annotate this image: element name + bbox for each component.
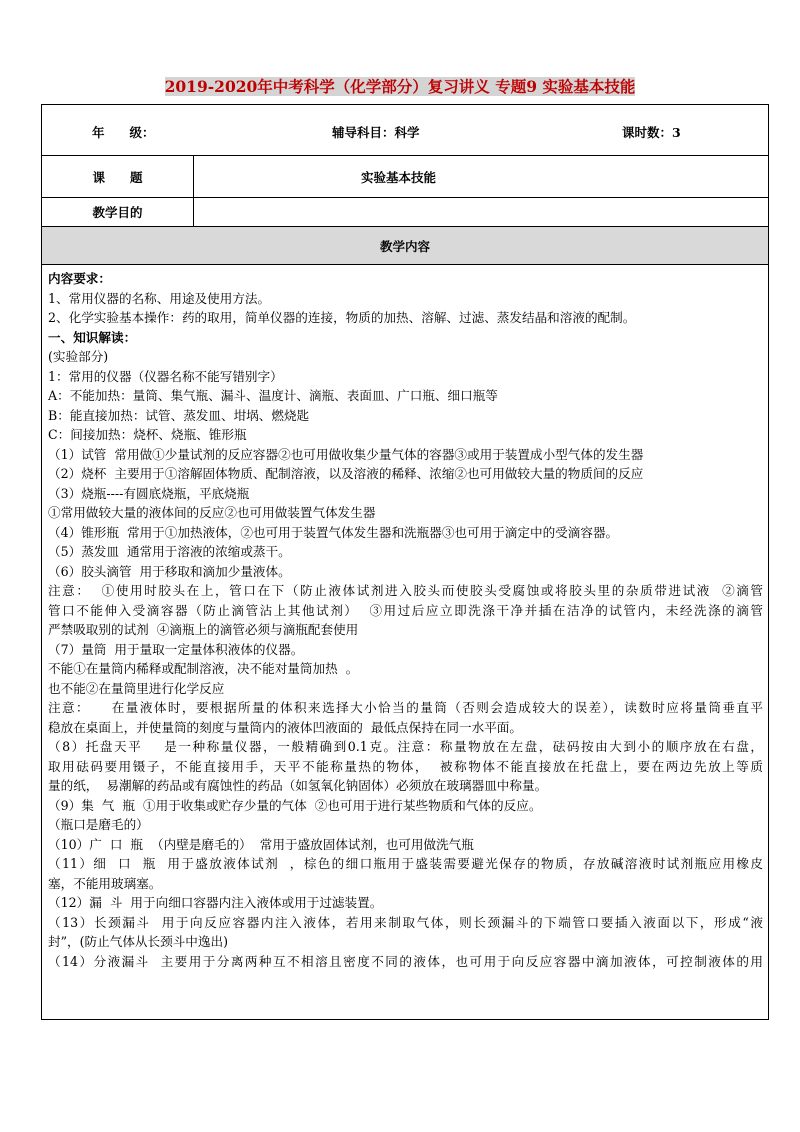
content-line: （12）漏 斗 用于向细口容器内注入液体或用于过滤装置。 xyxy=(48,895,383,910)
content-line: （6）胶头滴管 用于移取和滴加少量液体。 xyxy=(48,563,291,579)
content-line: 2、化学实验基本操作：药的取用，简单仪器的连接，物质的加热、溶解、过滤、蒸发结晶和溶液的配制。 xyxy=(48,310,636,325)
content-line: 管口不能伸入受滴容器（防止滴管沾上其他试剂） ③用过后应立即洗涤干净并插在洁净的试管内，未经洗涤的滴管 xyxy=(48,602,763,618)
topic-label: 课 题 xyxy=(42,156,194,198)
content-line: 注意： 在量液体时，要根据所量的体积来选择大小恰当的量筒（否则会造成较大的误差），读数时应将量筒垂直平 xyxy=(48,700,763,715)
content-line: 取用砝码要用镊子，不能直接用手，天平不能称量热的物体， 被称物体不能直接放在托盘上，要在两边先放上等质 xyxy=(48,758,763,774)
content-line: 不能①在量筒内稀释或配制溶液，决不能对量筒加热 。 xyxy=(48,661,359,676)
topic-value: 实验基本技能 xyxy=(194,156,769,198)
content-body xyxy=(42,265,769,1020)
lesson-info-row xyxy=(42,105,768,155)
content-line: C：间接加热：烧杯、烧瓶、锥形瓶 xyxy=(48,427,247,442)
goal-value xyxy=(194,198,769,227)
subject-field: 辅导科目：科学 xyxy=(332,125,420,140)
content-line: B：能直接加热：试管、蒸发皿、坩埚、燃烧匙 xyxy=(48,407,310,423)
content-line: 也不能②在量筒里进行化学反应 xyxy=(48,680,225,696)
content-line: A：不能加热：量筒、集气瓶、漏斗、温度计、滴瓶、表面皿、广口瓶、细口瓶等 xyxy=(48,388,498,403)
content-line: （瓶口是磨毛的） xyxy=(48,817,149,832)
grade-field: 年 级： xyxy=(92,125,155,140)
content-line: （14）分液漏斗 主要用于分离两种互不相溶且密度不同的液体，也可用于向反应容器中滴加液体，可控制液体的用 xyxy=(48,953,763,969)
content-line: （13）长颈漏斗 用于向反应容器内注入液体，若用来制取气体，则长颈漏斗的下端管口要插入液面以下，形成“液 xyxy=(48,914,763,930)
goal-label: 教学目的 xyxy=(42,198,194,227)
content-line: （8）托盘天平 是一种称量仪器，一般精确到0.1克。注意：称量物放在左盘，砝码按由大到小的顺序放在右盘， xyxy=(48,739,763,754)
content-line: （5）蒸发皿 通常用于溶液的浓缩或蒸干。 xyxy=(48,544,291,559)
content-line: ①常用做较大量的液体间的反应②也可用做装置气体发生器 xyxy=(48,505,376,520)
content-line: （1）试管 常用做①少量试剂的反应容器②也可用做收集少量气体的容器③或用于装置成小型气体的发生器 xyxy=(48,446,644,462)
content-line: (实验部分) xyxy=(48,349,109,364)
content-line: 严禁吸取别的试剂 ④滴瓶上的滴管必须与滴瓶配套使用 xyxy=(48,622,359,637)
document-title: 2019-2020年中考科学（化学部分）复习讲义 专题9 实验基本技能 xyxy=(164,77,636,96)
content-line: 塞，不能用玻璃塞。 xyxy=(48,875,162,891)
content-line: 量的纸， 易潮解的药品或有腐蚀性的药品（如氢氧化钠固体）必须放在玻璃器皿中称量。 xyxy=(48,778,548,793)
content-line: 1：常用的仪器（仪器名称不能写错别字） xyxy=(48,368,283,384)
content-line: 封”，(防止气体从长颈斗中逸出) xyxy=(48,934,228,949)
content-line: （9）集 气 瓶 ①用于收集或贮存少量的气体 ②也可用于进行某些物质和气体的反应。 xyxy=(48,797,542,813)
content-line: （3）烧瓶----有圆底烧瓶，平底烧瓶 xyxy=(48,485,250,501)
content-line: （2）烧杯 主要用于①溶解固体物质、配制溶液，以及溶液的稀释、浓缩②也可用做较大量的物质间的反应 xyxy=(48,466,644,481)
content-line: （10）广 口 瓶 （内壁是磨毛的） 常用于盛放固体试剂，也可用做洗气瓶 xyxy=(48,836,474,852)
class-hours-field: 课时数：3 xyxy=(622,125,681,140)
content-header: 教学内容 xyxy=(42,227,769,265)
content-line: （7）量筒 用于量取一定量体积液体的仪器。 xyxy=(48,641,304,657)
lesson-table xyxy=(41,104,769,1020)
content-line: 一、知识解读： xyxy=(48,329,137,345)
content-line: 内容要求： xyxy=(48,271,111,286)
content-line: 注意： ①使用时胶头在上，管口在下（防止液体试剂进入胶头而使胶头受腐蚀或将胶头里的杂质带进试液 ②滴管 xyxy=(48,583,763,598)
content-line: （4）锥形瓶 常用于①加热液体，②也可用于装置气体发生器和洗瓶器③也可用于滴定中的受滴容器。 xyxy=(48,524,619,540)
content-line: （11）细 口 瓶 用于盛放液体试剂 ，棕色的细口瓶用于盛装需要避光保存的物质，存放碱溶液时试剂瓶应用橡皮 xyxy=(48,856,763,871)
content-line: 稳放在桌面上，并使量筒的刻度与量筒内的液体凹液面的 最低点保持在同一水平面。 xyxy=(48,719,522,735)
content-line: 1、常用仪器的名称、用途及使用方法。 xyxy=(48,290,271,306)
content-lines xyxy=(48,269,763,971)
